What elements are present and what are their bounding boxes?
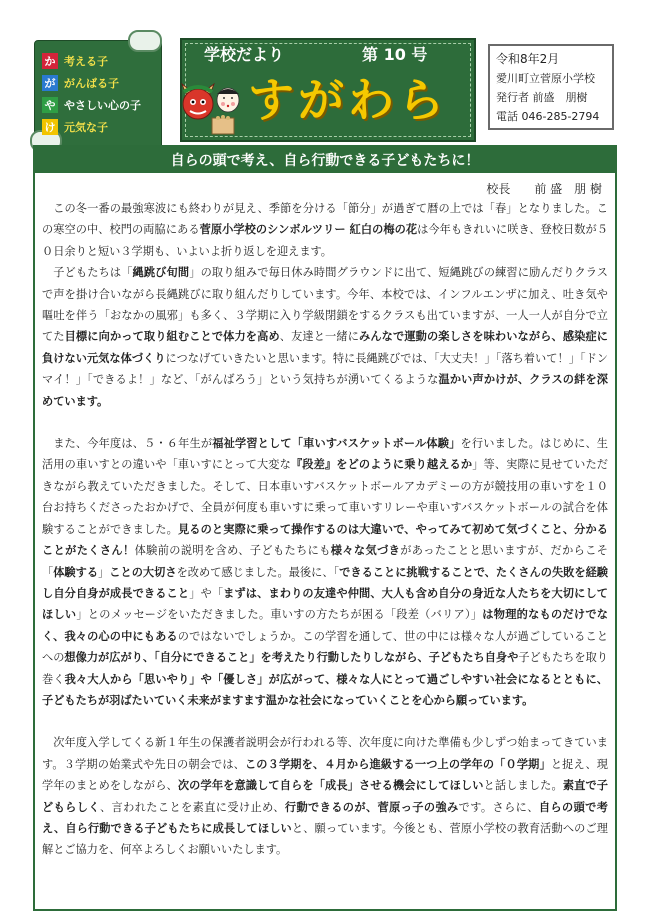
motto-text: やさしい心の子 xyxy=(64,99,141,112)
body-text-run: につなげていきたいと思います。特に長縄跳びでは、「大丈夫！」「落ち着いて！」「ドンマイ！」「できるよ！」など、「がんばろう」という気持ちが湧いてくるような xyxy=(42,351,608,387)
motto-item xyxy=(42,96,160,114)
emphasis-text: 次の学年を意識して自らを「成長」させる機会にしてほしい xyxy=(177,779,484,793)
publisher: 発行者 前盛 朋樹 xyxy=(496,91,588,104)
emphasis-text: 様々な気づき xyxy=(330,544,401,558)
school-name: 愛川町立菅原小学校 xyxy=(496,72,595,85)
article-author: 校長 前 盛 朋 樹 xyxy=(486,182,602,196)
body-text-run: を改めて感じました。最後に、「 xyxy=(176,565,340,579)
body-text-run: です。さらに、 xyxy=(458,800,539,814)
article-headline: 自らの頭で考え、自ら行動できる子どもたちに！ xyxy=(35,147,615,173)
emphasis-text: 素直で子どもらしく xyxy=(42,779,608,814)
body-text-run: 、友達と一緒に xyxy=(279,330,360,344)
phone-number: 電話 046-285-2794 xyxy=(496,110,600,123)
body-text-run: 」や「 xyxy=(189,586,224,600)
emphasis-text: 行動できるのが、菅原っ子の強み xyxy=(284,800,459,814)
motto-item xyxy=(42,74,160,92)
body-text-run: 子どもたちを取り巻く xyxy=(42,651,608,686)
emphasis-text: 福祉学習として「車いすバスケットボール体験」 xyxy=(212,437,461,451)
setsubun-mascot-illustration xyxy=(178,78,244,138)
issue-date: 令和8年2月 xyxy=(496,52,560,66)
newsletter-subtitle: 学校だより xyxy=(204,45,285,64)
body-text-run: 」等、実際に見せていただきながら教えていただきました。そして、日本車いすバスケットボールアカデミーの方が競技用の車いすを１０台お持ちくださったおかげで、全員が何度も車いすに乗って車いすリレーや車いすバスケットボールの試合を体験することができました。 xyxy=(42,458,608,536)
body-text-run: この冬一番の最強寒波にも終わりが見え、季節を分ける「節分」が過ぎて暦の上では「春」となりました。この寒空の中、校門の両脇にある xyxy=(42,202,608,237)
emphasis-text: 自らの頭で考え、自ら行動できる子どもたちに成長してほしい xyxy=(42,800,608,835)
motto-key-char: け xyxy=(42,119,58,135)
article-body xyxy=(42,198,608,861)
emphasis-text: 温かい声かけが、クラスの絆を深めています。 xyxy=(42,373,608,408)
emphasis-text: ことの大切さ xyxy=(109,565,177,579)
body-text-run: 、言われたことを素直に受け止め、 xyxy=(99,800,285,814)
body-text-run: と、願っています。今後とも、菅原小学校の教育活動へのご理解とご協力を、何卒よろしくお願いいたします。 xyxy=(42,821,608,857)
emphasis-text: この３学期を、４月から進級する一つ上の学年の「０学期」 xyxy=(244,757,551,771)
body-text-run: のではないでしょうか。この学習を通して、世の中には様々な人が過ごしていることへの xyxy=(42,629,609,665)
motto-list xyxy=(42,52,160,140)
body-text-run: と捉え、現学年のまとめをしながら、 xyxy=(42,757,608,793)
emphasis-text: 想像力が広がり、「自分にできること」を考えたり行動したりしながら、子どもたち自身や xyxy=(64,651,519,665)
paragraph xyxy=(42,198,608,262)
body-text-run: 」の取り組みで毎日休み時間グラウンドに出て、短縄跳びの練習に励んだりクラスで声を掛け合いながら長縄跳びに取り組んだりしています。今年、本校では、インフルエンザに加え、吐き気や嘔吐を伴う「おなかの風邪」も多く、３学期に入り学級閉鎖をするクラスも出ていますが、一人一人が自分で立てた xyxy=(42,266,608,344)
body-text-run: 子どもたちは「 xyxy=(53,266,133,280)
emphasis-text: 菅原小学校のシンボルツリー 紅白の梅の花 xyxy=(199,223,418,237)
body-text-run: があったことと思いますが、だからこそ「 xyxy=(42,544,608,579)
newsletter-title: すがわら xyxy=(248,73,448,127)
motto-text: がんばる子 xyxy=(64,77,119,90)
emphasis-text: 『段差』をどのように乗り越えるか xyxy=(290,458,473,472)
body-text-run: 次年度入学してくる新１年生の保護者説明会が行われる等、次年度に向けた準備も少しずつ始まってきています。３学期の始業式や先日の朝会では、 xyxy=(42,736,608,771)
paragraph xyxy=(42,262,608,412)
body-text-run: を行いました。はじめに、生活用の車いすとの違いや「車いすにとって大変な xyxy=(42,437,608,472)
paragraph xyxy=(42,732,608,860)
body-text-run: 」 xyxy=(98,565,110,579)
emphasis-text: みんなで運動の楽しさを味わいながら、感染症に負けない元気な体づくり xyxy=(42,330,608,365)
motto-key-char: が xyxy=(42,75,58,91)
motto-key-char: か xyxy=(42,53,58,69)
body-text-run: と話しました。 xyxy=(483,779,563,793)
motto-text: 考える子 xyxy=(64,55,108,68)
issue-info-box xyxy=(488,44,614,130)
emphasis-text: まずは、まわりの友達や仲間、大人も含め自分の身近な人たちを大切にしてほしい xyxy=(42,586,608,622)
emphasis-text: 縄跳び旬間 xyxy=(132,266,190,280)
body-text-run: 」とのメッセージをいただきました。車いすの方たちが困る「段差（バリア）」 xyxy=(76,608,483,622)
emphasis-text: 見るのと実際に乗って操作するのは大違いで、やってみて初めて気づくこと、分かることがたくさん！ xyxy=(42,522,608,558)
body-text-run: また、今年度は、５・６年生が xyxy=(53,437,213,451)
body-text-run: 体験前の説明を含め、子どもたちにも xyxy=(134,544,331,558)
motto-text: 元気な子 xyxy=(64,121,108,134)
paragraph xyxy=(42,433,608,711)
body-text-run: は今年もきれいに咲き、登校日数が５０日余りと短い３学期も、いよいよ折り返しを迎えます。 xyxy=(42,223,608,258)
emphasis-text: 体験する xyxy=(53,565,99,579)
emphasis-text: 我々大人から「思いやり」や「優しさ」が広がって、様々な人にとって過ごしやすい社会になるとともに、子どもたちが羽ばたいていく未来がますます温かな社会になっていくことを心から願っています。 xyxy=(42,672,608,707)
emphasis-text: は物理的なものだけでなく、我々の心の中にもある xyxy=(42,608,608,643)
motto-item xyxy=(42,118,160,136)
motto-item xyxy=(42,52,160,70)
motto-key-char: や xyxy=(42,97,58,113)
emphasis-text: 目標に向かって取り組むことで体力を高め xyxy=(64,330,280,344)
issue-number: 第 10 号 xyxy=(362,45,428,64)
emphasis-text: できることに挑戦することで、たくさんの失敗を経験し自分自身が成長できること xyxy=(42,565,608,600)
scroll-curl xyxy=(128,30,162,52)
